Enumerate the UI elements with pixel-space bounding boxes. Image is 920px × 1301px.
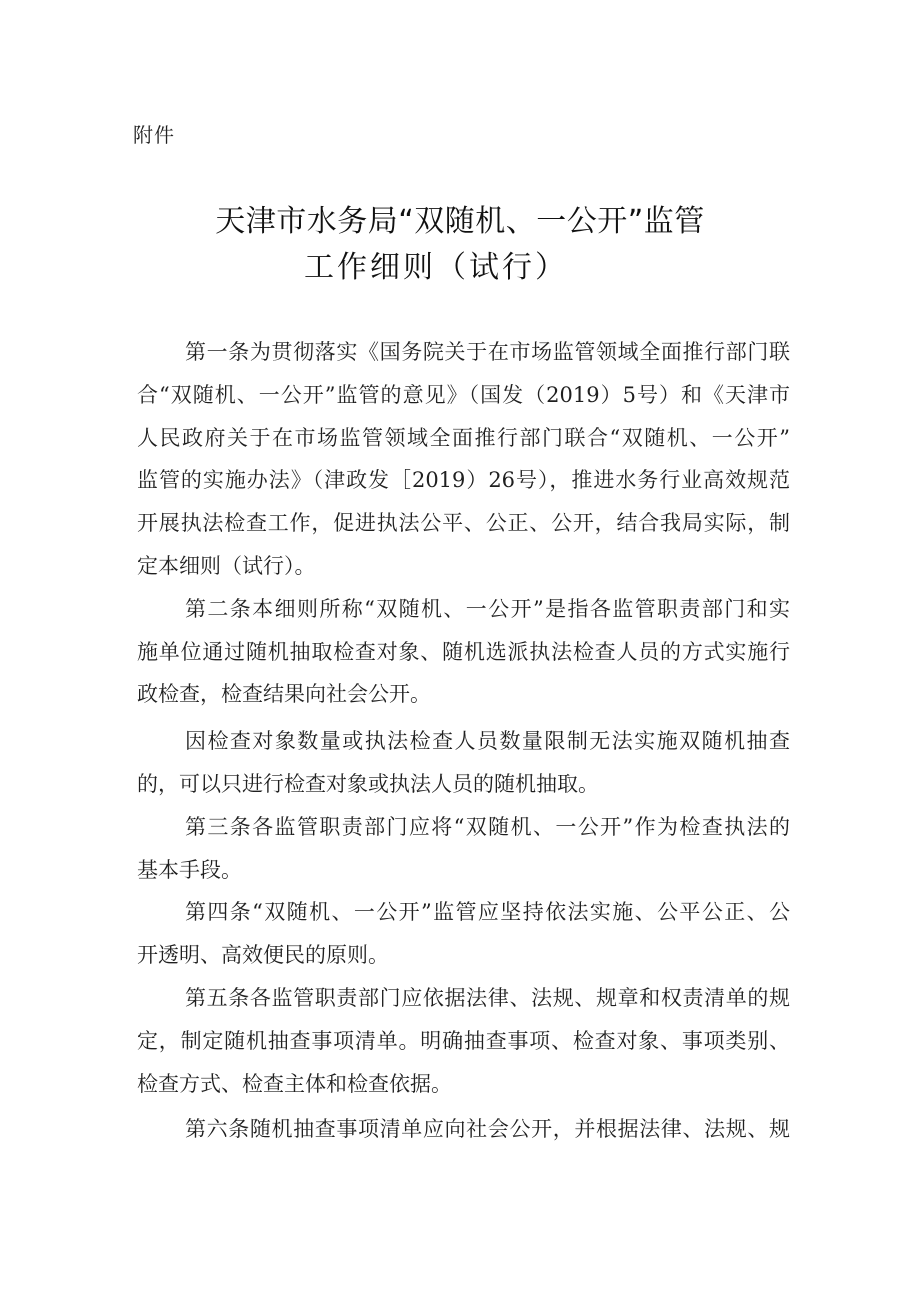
paragraph-line: 施单位通过随机抽取检查对象、随机选派执法检查人员的方式实施行 xyxy=(137,639,790,664)
paragraph-line: 定，制定随机抽查事项清单。明确抽查事项、检查对象、事项类别、 xyxy=(137,1028,790,1053)
paragraph-line: 开展执法检查工作，促进执法公平、公正、公开，结合我局实际，制 xyxy=(137,511,790,536)
article-2-paragraph xyxy=(137,588,790,716)
paragraph-line: 第六条随机抽查事项清单应向社会公开，并根据法律、法规、规 xyxy=(185,1117,790,1142)
paragraph-line: 第一条为贯彻落实《国务院关于在市场监管领域全面推行部门联 xyxy=(185,340,790,364)
paragraph-line: 第四条“双随机、一公开”监管应坚持依法实施、公平公正、公 xyxy=(185,900,790,925)
paragraph-line: 的，可以只进行检查对象或执法人员的随机抽取。 xyxy=(137,771,599,796)
paragraph-line: 检查方式、检查主体和检查依据。 xyxy=(137,1071,452,1096)
article-6-paragraph xyxy=(137,1108,790,1151)
paragraph-line: 定本细则（试行）。 xyxy=(137,553,316,578)
title-line-1: 天津市水务局“双随机、一公开”监管 xyxy=(215,204,705,239)
article-2-supplement-paragraph xyxy=(137,720,790,806)
paragraph-line: 开透明、高效便民的原则。 xyxy=(137,943,389,968)
paragraph-line: 基本手段。 xyxy=(137,857,242,882)
document-title xyxy=(0,199,920,291)
paragraph-line: 政检查，检查结果向社会公开。 xyxy=(137,682,431,707)
paragraph-line: 第五条各监管职责部门应依据法律、法规、规章和权责清单的规 xyxy=(185,985,790,1010)
paragraph-line: 第三条各监管职责部门应将“双随机、一公开”作为检查执法的 xyxy=(185,814,790,839)
title-line-2: 工作细则（试行） xyxy=(304,250,568,285)
attachment-label: 附件 xyxy=(133,123,175,147)
paragraph-line: 监管的实施办法》（津政发［2019）26号），推进水务行业高效规范 xyxy=(137,468,790,493)
article-4-paragraph xyxy=(137,891,790,977)
article-3-paragraph xyxy=(137,806,790,892)
document-body xyxy=(137,331,790,1151)
paragraph-line: 第二条本细则所称“双随机、一公开”是指各监管职责部门和实 xyxy=(185,596,790,621)
article-5-paragraph xyxy=(137,977,790,1105)
paragraph-line: 因检查对象数量或执法检查人员数量限制无法实施双随机抽查 xyxy=(185,729,790,754)
article-1-paragraph xyxy=(137,331,790,588)
paragraph-line: 人民政府关于在市场监管领域全面推行部门联合“双随机、一公开” xyxy=(137,425,790,450)
paragraph-line: 合“双随机、一公开”监管的意见》（国发（2019）5号）和《天津市 xyxy=(137,382,790,407)
